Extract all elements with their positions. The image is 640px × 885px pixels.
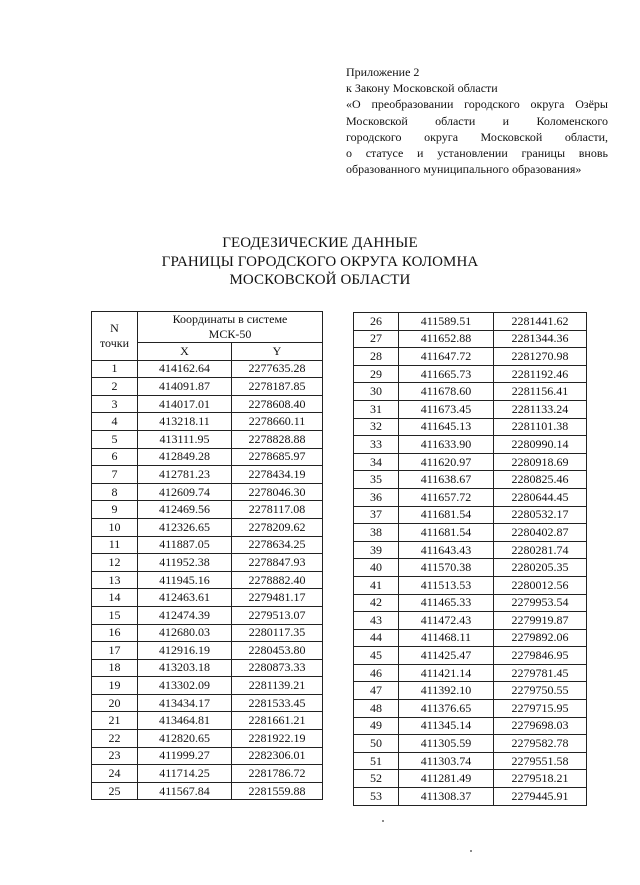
table-row bbox=[92, 360, 323, 378]
x-coordinate-cell: 411345.14 bbox=[399, 717, 494, 735]
point-number-cell: 16 bbox=[92, 624, 138, 642]
x-coordinate-cell: 411681.54 bbox=[399, 524, 494, 542]
y-coordinate-cell: 2280532.17 bbox=[494, 506, 587, 524]
table-row bbox=[354, 488, 587, 506]
table-row bbox=[354, 682, 587, 700]
point-number-cell: 2 bbox=[92, 378, 138, 396]
point-number-header bbox=[92, 312, 138, 361]
y-coordinate-cell: 2280825.46 bbox=[494, 471, 587, 489]
table-row bbox=[92, 730, 323, 748]
point-number-cell: 26 bbox=[354, 313, 399, 331]
x-coordinate-cell: 411678.60 bbox=[399, 383, 494, 401]
point-number-cell: 29 bbox=[354, 365, 399, 383]
table-row bbox=[354, 365, 587, 383]
y-coordinate-cell: 2281441.62 bbox=[494, 313, 587, 331]
appendix-law-title-line: «О преобразовании городского округа Озёры bbox=[346, 97, 608, 112]
y-coordinate-cell: 2280453.80 bbox=[232, 642, 323, 660]
y-coordinate-cell: 2281533.45 bbox=[232, 694, 323, 712]
table-row bbox=[354, 788, 587, 806]
x-coordinate-cell: 411589.51 bbox=[399, 313, 494, 331]
point-number-cell: 24 bbox=[92, 765, 138, 783]
x-coordinate-cell: 412609.74 bbox=[138, 483, 232, 501]
y-coordinate-cell: 2279518.21 bbox=[494, 770, 587, 788]
point-number-cell: 20 bbox=[92, 694, 138, 712]
x-coordinate-cell: 411657.72 bbox=[399, 488, 494, 506]
table-row bbox=[354, 541, 587, 559]
point-number-cell: 14 bbox=[92, 589, 138, 607]
x-coordinate-cell: 412463.61 bbox=[138, 589, 232, 607]
table-row bbox=[92, 606, 323, 624]
point-number-cell: 47 bbox=[354, 682, 399, 700]
x-coordinate-cell: 413111.95 bbox=[138, 430, 232, 448]
appendix-law-title-line: Московской области и Коломенского bbox=[346, 113, 608, 128]
x-coordinate-cell: 411421.14 bbox=[399, 664, 494, 682]
point-number-cell: 30 bbox=[354, 383, 399, 401]
point-number-cell: 11 bbox=[92, 536, 138, 554]
table-row bbox=[92, 589, 323, 607]
y-coordinate-cell: 2280402.87 bbox=[494, 524, 587, 542]
table-row bbox=[354, 313, 587, 331]
table-row bbox=[354, 418, 587, 436]
table-row bbox=[354, 506, 587, 524]
table-row bbox=[354, 647, 587, 665]
table-row bbox=[92, 782, 323, 800]
table-row bbox=[92, 554, 323, 572]
point-number-cell: 41 bbox=[354, 576, 399, 594]
point-number-cell: 17 bbox=[92, 642, 138, 660]
point-number-cell: 45 bbox=[354, 647, 399, 665]
x-coordinate-cell: 411472.43 bbox=[399, 612, 494, 630]
x-coordinate-cell: 411305.59 bbox=[399, 735, 494, 753]
table-row bbox=[92, 624, 323, 642]
y-coordinate-cell: 2281559.88 bbox=[232, 782, 323, 800]
x-coordinate-cell: 413218.11 bbox=[138, 413, 232, 431]
y-column-header: Y bbox=[232, 343, 323, 361]
point-number-cell: 15 bbox=[92, 606, 138, 624]
y-coordinate-cell: 2280644.45 bbox=[494, 488, 587, 506]
point-number-cell: 19 bbox=[92, 677, 138, 695]
y-coordinate-cell: 2278187.85 bbox=[232, 378, 323, 396]
x-coordinate-cell: 413434.17 bbox=[138, 694, 232, 712]
table-row bbox=[92, 395, 323, 413]
x-coordinate-cell: 412849.28 bbox=[138, 448, 232, 466]
table-row bbox=[354, 330, 587, 348]
table-row bbox=[354, 453, 587, 471]
point-number-cell: 5 bbox=[92, 430, 138, 448]
y-coordinate-cell: 2281192.46 bbox=[494, 365, 587, 383]
x-coordinate-cell: 412326.65 bbox=[138, 518, 232, 536]
coordinate-system-header bbox=[138, 312, 323, 343]
appendix-law-title-line: образованного муниципального образования» bbox=[346, 162, 582, 177]
scan-speck bbox=[382, 820, 384, 822]
point-number-cell: 32 bbox=[354, 418, 399, 436]
appendix-note bbox=[346, 64, 608, 177]
point-number-cell: 18 bbox=[92, 659, 138, 677]
table-row bbox=[354, 770, 587, 788]
y-coordinate-cell: 2279846.95 bbox=[494, 647, 587, 665]
y-coordinate-cell: 2281344.36 bbox=[494, 330, 587, 348]
table-row bbox=[354, 612, 587, 630]
point-number-cell: 27 bbox=[354, 330, 399, 348]
table-row bbox=[354, 436, 587, 454]
table-row bbox=[354, 471, 587, 489]
y-coordinate-cell: 2281922.19 bbox=[232, 730, 323, 748]
appendix-law-reference: к Закону Московской области bbox=[346, 81, 498, 96]
title-line: МОСКОВСКОЙ ОБЛАСТИ bbox=[229, 272, 411, 288]
y-coordinate-cell: 2278046.30 bbox=[232, 483, 323, 501]
table-row bbox=[92, 536, 323, 554]
point-number-cell: 35 bbox=[354, 471, 399, 489]
x-coordinate-cell: 414162.64 bbox=[138, 360, 232, 378]
table-row bbox=[354, 735, 587, 753]
table-row bbox=[92, 642, 323, 660]
point-number-cell: 43 bbox=[354, 612, 399, 630]
x-coordinate-cell: 413464.81 bbox=[138, 712, 232, 730]
x-coordinate-cell: 412916.19 bbox=[138, 642, 232, 660]
x-coordinate-cell: 411281.49 bbox=[399, 770, 494, 788]
x-coordinate-cell: 412781.23 bbox=[138, 466, 232, 484]
y-coordinate-cell: 2278660.11 bbox=[232, 413, 323, 431]
point-number-cell: 28 bbox=[354, 348, 399, 366]
table-row bbox=[92, 413, 323, 431]
point-number-cell: 9 bbox=[92, 501, 138, 519]
y-coordinate-cell: 2280990.14 bbox=[494, 436, 587, 454]
point-number-cell: 3 bbox=[92, 395, 138, 413]
x-coordinate-cell: 411567.84 bbox=[138, 782, 232, 800]
x-coordinate-cell: 411425.47 bbox=[399, 647, 494, 665]
point-number-header-line2: точки bbox=[99, 335, 130, 350]
appendix-number: Приложение 2 bbox=[346, 65, 420, 79]
y-coordinate-cell: 2281101.38 bbox=[494, 418, 587, 436]
x-coordinate-cell: 414017.01 bbox=[138, 395, 232, 413]
point-number-cell: 53 bbox=[354, 788, 399, 806]
point-number-cell: 48 bbox=[354, 700, 399, 718]
x-coordinate-cell: 411638.67 bbox=[399, 471, 494, 489]
point-number-cell: 13 bbox=[92, 571, 138, 589]
point-number-cell: 31 bbox=[354, 400, 399, 418]
point-number-cell: 7 bbox=[92, 466, 138, 484]
point-number-cell: 44 bbox=[354, 629, 399, 647]
y-coordinate-cell: 2279953.54 bbox=[494, 594, 587, 612]
point-number-cell: 10 bbox=[92, 518, 138, 536]
x-coordinate-cell: 411665.73 bbox=[399, 365, 494, 383]
x-coordinate-cell: 411945.16 bbox=[138, 571, 232, 589]
table-row bbox=[92, 483, 323, 501]
y-coordinate-cell: 2280918.69 bbox=[494, 453, 587, 471]
point-number-cell: 37 bbox=[354, 506, 399, 524]
table-row bbox=[354, 594, 587, 612]
x-coordinate-cell: 412474.39 bbox=[138, 606, 232, 624]
y-coordinate-cell: 2278434.19 bbox=[232, 466, 323, 484]
y-coordinate-cell: 2279750.55 bbox=[494, 682, 587, 700]
table-row bbox=[354, 629, 587, 647]
point-number-cell: 33 bbox=[354, 436, 399, 454]
y-coordinate-cell: 2278685.97 bbox=[232, 448, 323, 466]
table-row bbox=[92, 448, 323, 466]
point-number-cell: 46 bbox=[354, 664, 399, 682]
coordinates-table-right-body bbox=[354, 313, 587, 806]
table-row bbox=[354, 559, 587, 577]
y-coordinate-cell: 2281270.98 bbox=[494, 348, 587, 366]
x-coordinate-cell: 411468.11 bbox=[399, 629, 494, 647]
x-coordinate-cell: 411645.13 bbox=[399, 418, 494, 436]
table-row bbox=[354, 348, 587, 366]
x-coordinate-cell: 412469.56 bbox=[138, 501, 232, 519]
point-number-cell: 12 bbox=[92, 554, 138, 572]
x-coordinate-cell: 411887.05 bbox=[138, 536, 232, 554]
x-coordinate-cell: 411647.72 bbox=[399, 348, 494, 366]
y-coordinate-cell: 2280281.74 bbox=[494, 541, 587, 559]
x-coordinate-cell: 413203.18 bbox=[138, 659, 232, 677]
x-coordinate-cell: 411308.37 bbox=[399, 788, 494, 806]
y-coordinate-cell: 2278847.93 bbox=[232, 554, 323, 572]
x-coordinate-cell: 411681.54 bbox=[399, 506, 494, 524]
coordinates-table-right bbox=[353, 312, 587, 806]
point-number-cell: 40 bbox=[354, 559, 399, 577]
y-coordinate-cell: 2279481.17 bbox=[232, 589, 323, 607]
x-coordinate-cell: 411633.90 bbox=[399, 436, 494, 454]
y-coordinate-cell: 2279513.07 bbox=[232, 606, 323, 624]
y-coordinate-cell: 2279892.06 bbox=[494, 629, 587, 647]
y-coordinate-cell: 2282306.01 bbox=[232, 747, 323, 765]
x-coordinate-cell: 412820.65 bbox=[138, 730, 232, 748]
table-row bbox=[354, 383, 587, 401]
table-row bbox=[354, 524, 587, 542]
x-coordinate-cell: 414091.87 bbox=[138, 378, 232, 396]
x-coordinate-cell: 411392.10 bbox=[399, 682, 494, 700]
y-coordinate-cell: 2279781.45 bbox=[494, 664, 587, 682]
x-coordinate-cell: 411652.88 bbox=[399, 330, 494, 348]
y-coordinate-cell: 2277635.28 bbox=[232, 360, 323, 378]
coordinates-table-left-body bbox=[92, 360, 323, 800]
x-column-header: X bbox=[138, 343, 232, 361]
point-number-cell: 36 bbox=[354, 488, 399, 506]
y-coordinate-cell: 2281661.21 bbox=[232, 712, 323, 730]
point-number-header-line1: N bbox=[110, 320, 119, 335]
point-number-cell: 6 bbox=[92, 448, 138, 466]
table-row bbox=[92, 677, 323, 695]
y-coordinate-cell: 2278117.08 bbox=[232, 501, 323, 519]
point-number-cell: 8 bbox=[92, 483, 138, 501]
x-coordinate-cell: 411465.33 bbox=[399, 594, 494, 612]
appendix-law-title-line: о статусе и установлении границы вновь bbox=[346, 146, 608, 161]
y-coordinate-cell: 2278608.40 bbox=[232, 395, 323, 413]
y-coordinate-cell: 2280873.33 bbox=[232, 659, 323, 677]
y-coordinate-cell: 2279919.87 bbox=[494, 612, 587, 630]
table-row bbox=[354, 664, 587, 682]
y-coordinate-cell: 2279445.91 bbox=[494, 788, 587, 806]
y-coordinate-cell: 2279715.95 bbox=[494, 700, 587, 718]
coordinates-table-left bbox=[91, 311, 323, 800]
y-coordinate-cell: 2280012.56 bbox=[494, 576, 587, 594]
y-coordinate-cell: 2278882.40 bbox=[232, 571, 323, 589]
point-number-cell: 52 bbox=[354, 770, 399, 788]
point-number-cell: 25 bbox=[92, 782, 138, 800]
y-coordinate-cell: 2279582.78 bbox=[494, 735, 587, 753]
y-coordinate-cell: 2278209.62 bbox=[232, 518, 323, 536]
table-row bbox=[92, 518, 323, 536]
y-coordinate-cell: 2281156.41 bbox=[494, 383, 587, 401]
y-coordinate-cell: 2278634.25 bbox=[232, 536, 323, 554]
x-coordinate-cell: 411999.27 bbox=[138, 747, 232, 765]
title-line: ГРАНИЦЫ ГОРОДСКОГО ОКРУГА КОЛОМНА bbox=[161, 253, 479, 270]
point-number-cell: 38 bbox=[354, 524, 399, 542]
point-number-cell: 4 bbox=[92, 413, 138, 431]
point-number-cell: 22 bbox=[92, 730, 138, 748]
x-coordinate-cell: 413302.09 bbox=[138, 677, 232, 695]
table-row bbox=[354, 700, 587, 718]
point-number-cell: 1 bbox=[92, 360, 138, 378]
table-row bbox=[354, 752, 587, 770]
y-coordinate-cell: 2280205.35 bbox=[494, 559, 587, 577]
table-row bbox=[354, 400, 587, 418]
appendix-law-title-line: городского округа Московской области, bbox=[346, 129, 608, 144]
y-coordinate-cell: 2279698.03 bbox=[494, 717, 587, 735]
x-coordinate-cell: 412680.03 bbox=[138, 624, 232, 642]
x-coordinate-cell: 411303.74 bbox=[399, 752, 494, 770]
point-number-cell: 51 bbox=[354, 752, 399, 770]
point-number-cell: 39 bbox=[354, 541, 399, 559]
table-row bbox=[354, 576, 587, 594]
point-number-cell: 42 bbox=[354, 594, 399, 612]
y-coordinate-cell: 2279551.58 bbox=[494, 752, 587, 770]
x-coordinate-cell: 411620.97 bbox=[399, 453, 494, 471]
x-coordinate-cell: 411570.38 bbox=[399, 559, 494, 577]
table-row bbox=[92, 712, 323, 730]
table-row bbox=[92, 747, 323, 765]
y-coordinate-cell: 2281133.24 bbox=[494, 400, 587, 418]
point-number-cell: 21 bbox=[92, 712, 138, 730]
y-coordinate-cell: 2280117.35 bbox=[232, 624, 323, 642]
x-coordinate-cell: 411376.65 bbox=[399, 700, 494, 718]
table-row bbox=[92, 378, 323, 396]
table-row bbox=[92, 571, 323, 589]
x-coordinate-cell: 411673.45 bbox=[399, 400, 494, 418]
title-line: ГЕОДЕЗИЧЕСКИЕ ДАННЫЕ bbox=[222, 235, 418, 251]
table-row bbox=[92, 430, 323, 448]
table-row bbox=[92, 466, 323, 484]
x-coordinate-cell: 411952.38 bbox=[138, 554, 232, 572]
table-row bbox=[92, 659, 323, 677]
x-coordinate-cell: 411714.25 bbox=[138, 765, 232, 783]
point-number-cell: 50 bbox=[354, 735, 399, 753]
document-title bbox=[0, 234, 640, 290]
table-row bbox=[354, 717, 587, 735]
y-coordinate-cell: 2281139.21 bbox=[232, 677, 323, 695]
y-coordinate-cell: 2281786.72 bbox=[232, 765, 323, 783]
x-coordinate-cell: 411643.43 bbox=[399, 541, 494, 559]
point-number-cell: 23 bbox=[92, 747, 138, 765]
coordinate-system-header-line1: Координаты в системе bbox=[172, 312, 288, 326]
coordinate-system-header-line2: МСК-50 bbox=[208, 327, 252, 341]
table-row bbox=[92, 765, 323, 783]
scan-speck bbox=[470, 850, 472, 852]
table-row bbox=[92, 501, 323, 519]
point-number-cell: 34 bbox=[354, 453, 399, 471]
x-coordinate-cell: 411513.53 bbox=[399, 576, 494, 594]
table-row bbox=[92, 694, 323, 712]
point-number-cell: 49 bbox=[354, 717, 399, 735]
y-coordinate-cell: 2278828.88 bbox=[232, 430, 323, 448]
